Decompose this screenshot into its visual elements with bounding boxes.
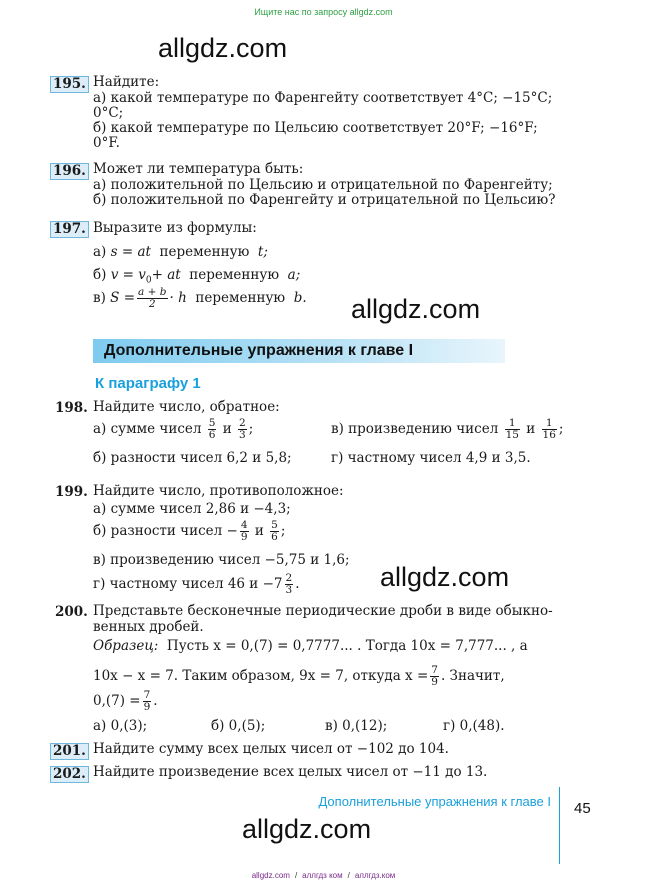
exercise-text: Представьте бесконечные периодические дроби в виде обыкно- — [93, 603, 553, 619]
exercise-item: в) произведению чисел $\frac{1}{15}$ и $\frac{1}{16}$ ; — [331, 417, 564, 441]
exercise-item: г) 0,(48). — [443, 718, 505, 734]
exercise-item: г) частному чисел 46 и −7 $\frac{2}{3}$ . — [93, 572, 300, 596]
bottom-links: allgdz.com / аллгдз ком / аллгдз.ком — [251, 871, 396, 880]
bottom-link[interactable]: allgdz.com — [251, 871, 290, 880]
exercise-item: б) 0,(5); — [211, 718, 266, 734]
exercise-item: б) разности чисел 6,2 и 5,8; — [93, 450, 292, 466]
exercise-text: Найдите: — [93, 74, 160, 90]
exercise-item: б) какой температуре по Цельсию соответствует 20°F; −16°F; — [93, 120, 538, 136]
exercise-item: 0°С; — [93, 105, 124, 121]
exercise-item: а) какой температуре по Фаренгейту соответствует 4°С; −15°С; — [93, 90, 553, 106]
exercise-number: 199. — [55, 484, 88, 500]
footer-divider — [559, 787, 560, 864]
page-number: 45 — [574, 800, 591, 817]
top-promo-link[interactable]: Ищите нас по запросу allgdz.com — [254, 7, 393, 17]
exercise-number: 198. — [55, 400, 88, 416]
exercise-item: а) 0,(3); — [93, 718, 148, 734]
running-footer: Дополнительные упражнения к главе I — [318, 794, 551, 809]
exercise-text: Найдите сумму всех целых чисел от −102 до 104. — [93, 741, 449, 757]
exercise-item: г) частному чисел 4,9 и 3,5. — [331, 450, 531, 466]
exercise-text: Может ли температура быть: — [93, 161, 304, 177]
exercise-number: 202. — [50, 763, 89, 783]
formula-line: б) $v = v_0+$ at переменную a; — [93, 267, 301, 286]
exercise-number: 201. — [50, 740, 89, 760]
formula-line: а) s = at переменную t; — [93, 244, 268, 260]
exercise-text: Найдите число, обратное: — [93, 399, 280, 415]
formula-line: в) S = $\frac{a + b}{2}$ · h переменную b. — [93, 286, 307, 310]
exercise-text: венных дробей. — [93, 619, 204, 635]
exercise-item: б) разности чисел − $\frac{4}{9}$ и $\frac{5}{6}$ ; — [93, 519, 286, 543]
exercise-item: 0°F. — [93, 135, 120, 151]
bottom-link[interactable]: аллгдз.ком — [354, 871, 396, 880]
watermark: allgdz.com — [380, 562, 510, 592]
exercise-item: а) положительной по Цельсию и отрицательной по Фаренгейту; — [93, 177, 553, 193]
watermark: allgdz.com — [158, 33, 288, 63]
exercise-item: в) 0,(12); — [325, 718, 388, 734]
exercise-number: 196. — [50, 160, 89, 180]
bottom-link[interactable]: аллгдз ком — [302, 871, 343, 880]
exercise-item: в) произведению чисел −5,75 и 1,6; — [93, 552, 350, 568]
chapter-title: Дополнительные упражнения к главе I — [104, 342, 414, 359]
sample-line: 10x − x = 7. Таким образом, 9x = 7, откуда x = $\frac{7}{9}$ . Значит, — [93, 664, 505, 688]
exercise-text: Найдите произведение всех целых чисел от −11 до 13. — [93, 764, 488, 780]
watermark: allgdz.com — [242, 814, 372, 844]
exercise-text: Найдите число, противоположное: — [93, 483, 344, 499]
exercise-number: 195. — [50, 73, 89, 93]
exercise-item: а) сумме чисел 2,86 и −4,3; — [93, 501, 291, 517]
watermark: allgdz.com — [351, 294, 481, 324]
sample-line: Образец: Пусть x = 0,(7) = 0,7777... . Тогда 10x = 7,777... , а — [93, 638, 528, 654]
exercise-item: б) положительной по Фаренгейту и отрицательной по Цельсию? — [93, 192, 556, 208]
exercise-text: Выразите из формулы: — [93, 220, 257, 236]
exercise-item: а) сумме чисел $\frac{5}{6}$ и $\frac{2}{3}$ ; — [93, 417, 254, 441]
sample-line: 0,(7) = $\frac{7}{9}$ . — [93, 689, 158, 713]
exercise-number: 197. — [50, 218, 89, 238]
exercise-number: 200. — [55, 604, 88, 620]
section-title: К параграфу 1 — [95, 375, 201, 392]
